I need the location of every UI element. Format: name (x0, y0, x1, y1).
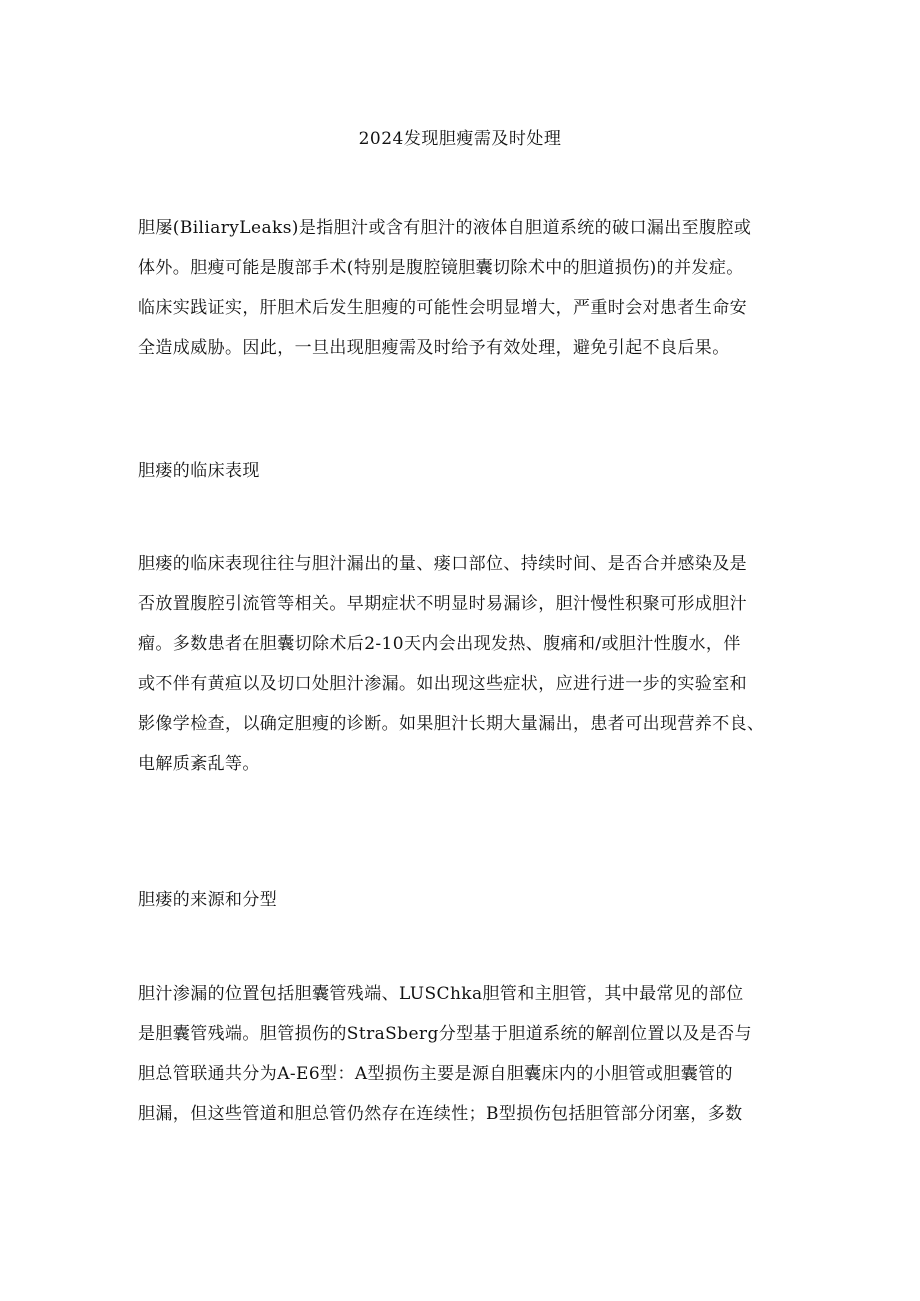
paragraph-line: 瘤。多数患者在胆囊切除术后2-10天内会出现发热、腹痛和/或胆汁性腹水，伴 (138, 634, 741, 654)
paragraph-line: 全造成威胁。因此，一旦出现胆瘦需及时给予有效处理，避免引起不良后果。 (138, 338, 730, 358)
section-heading-origin: 胆瘘的来源和分型 (138, 890, 278, 910)
intro-paragraph (138, 208, 788, 368)
paragraph-line: 胆总管联通共分为A-E6型：A型损伤主要是源自胆囊床内的小胆管或胆囊管的 (138, 1064, 733, 1084)
origin-paragraph (138, 974, 788, 1134)
paragraph-line: 或不伴有黄疸以及切口处胆汁渗漏。如出现这些症状，应进行进一步的实验室和 (138, 674, 747, 694)
paragraph-line: 胆屡(BiliaryLeaks)是指胆汁或含有胆汁的液体自胆道系统的破口漏出至腹腔或 (138, 218, 752, 238)
paragraph-line: 胆汁渗漏的位置包括胆囊管残端、LUSChka胆管和主胆管，其中最常见的部位 (138, 984, 744, 1004)
clinical-paragraph (138, 544, 788, 784)
paragraph-line: 是胆囊管残端。胆管损伤的StraSberg分型基于胆道系统的解剖位置以及是否与 (138, 1024, 752, 1044)
paragraph-line: 胆漏，但这些管道和胆总管仍然存在连续性；B型损伤包括胆管部分闭塞，多数 (138, 1104, 743, 1124)
paragraph-line: 临床实践证实，肝胆术后发生胆瘦的可能性会明显增大，严重时会对患者生命安 (138, 298, 747, 318)
document-title: 2024发现胆瘦需及时处理 (358, 129, 562, 149)
paragraph-line: 否放置腹腔引流管等相关。早期症状不明显时易漏诊，胆汁慢性积聚可形成胆汁 (138, 594, 747, 614)
paragraph-line: 影像学检查，以确定胆瘦的诊断。如果胆汁长期大量漏出，患者可出现营养不良、 (138, 714, 765, 734)
paragraph-line: 胆瘘的临床表现往往与胆汁漏出的量、瘘口部位、持续时间、是否合并感染及是 (138, 554, 747, 574)
section-heading-clinical: 胆瘘的临床表现 (138, 461, 260, 481)
paragraph-line: 电解质紊乱等。 (138, 754, 260, 774)
paragraph-line: 体外。胆瘦可能是腹部手术(特别是腹腔镜胆囊切除术中的胆道损伤)的并发症。 (138, 258, 744, 278)
